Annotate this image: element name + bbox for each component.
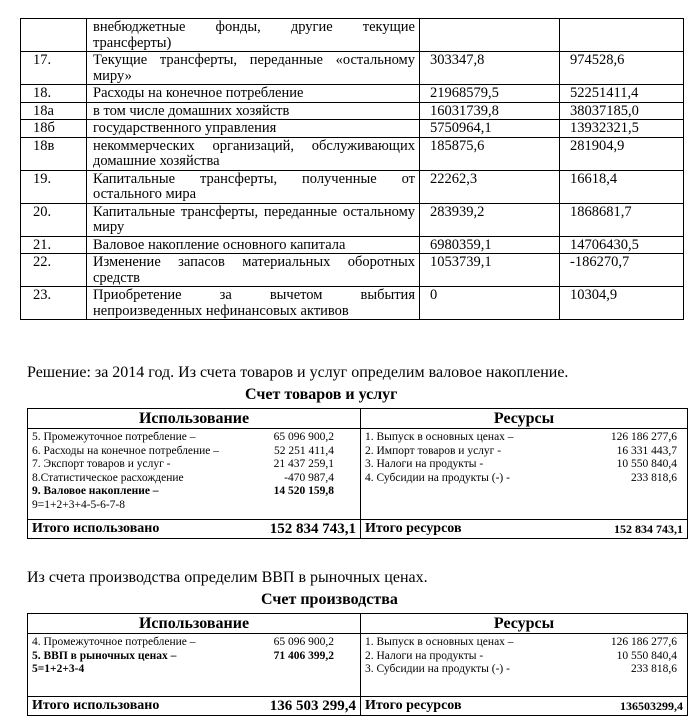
goods-res-list — [361, 429, 687, 519]
table-row — [21, 137, 684, 170]
goods-res-item-value: 233 818,6 — [631, 471, 677, 484]
table-row — [21, 52, 684, 85]
goods-res-item — [365, 445, 683, 459]
goods-account-totals — [28, 520, 687, 538]
row-description: Расходы на конечное потребление — [87, 85, 420, 103]
production-res-item — [365, 636, 683, 650]
table-row — [21, 254, 684, 287]
row-description: внебюджетные фонды, другие текущие трансферты) — [87, 19, 420, 52]
row-description: государственного управления — [87, 120, 420, 138]
production-account-title: Счет производства — [261, 591, 398, 608]
production-use-item — [32, 636, 356, 650]
production-res-item-value: 126 186 277,6 — [610, 636, 677, 648]
goods-use-item — [32, 431, 356, 445]
row-number: 18б — [21, 120, 87, 138]
goods-account-body — [28, 429, 687, 520]
goods-res-item-label: 3. Налоги на продукты - — [365, 458, 484, 470]
row-value-2015: -186270,7 — [560, 254, 684, 287]
table-row — [21, 287, 684, 320]
table-row — [21, 203, 684, 236]
goods-res-item — [365, 472, 683, 486]
table-row — [21, 19, 684, 52]
row-value-2014: 21968579,5 — [420, 85, 560, 103]
production-use-list — [28, 634, 361, 696]
row-value-2015: 10304,9 — [560, 287, 684, 320]
production-res-list — [361, 634, 687, 696]
goods-use-item-label: 6. Расходы на конечное потребление – — [32, 444, 220, 457]
production-use-item-value: 65 096 900,2 — [273, 636, 334, 648]
row-value-2015: 1868681,7 — [560, 203, 684, 236]
row-number: 18. — [21, 85, 87, 103]
production-res-item-label: 3. Субсидии на продукты (-) - — [365, 663, 510, 675]
row-number: 20. — [21, 203, 87, 236]
goods-total-use-value: 152 834 743,1 — [269, 521, 356, 537]
goods-use-item — [32, 472, 356, 486]
production-use-item-label: 4. Промежуточное потребление – — [32, 636, 196, 648]
goods-use-item-value: 21 437 259,1 — [273, 458, 334, 470]
row-value-2015: 13932321,5 — [560, 120, 684, 138]
row-number: 18в — [21, 137, 87, 170]
production-res-item-label: 1. Выпуск в основных ценах – — [365, 636, 514, 648]
goods-res-header: Ресурсы — [493, 410, 555, 427]
row-number — [21, 19, 87, 52]
goods-use-item-label: 5. Промежуточное потребление – — [32, 431, 196, 443]
production-account-body — [28, 634, 687, 697]
goods-use-item-value: 52 251 411,4 — [274, 444, 334, 457]
goods-res-item-value: 16 331 443,7 — [616, 444, 677, 457]
goods-use-item-label: 9=1+2+3+4-5-6-7-8 — [32, 498, 126, 511]
production-account-header — [28, 614, 687, 634]
goods-res-item-label: 2. Импорт товаров и услуг - — [365, 444, 502, 457]
goods-use-item-label: 9. Валовое накопление – — [32, 485, 159, 497]
production-use-item — [32, 663, 356, 677]
goods-use-header: Использование — [28, 409, 361, 428]
goods-use-item-value: 14 520 159,8 — [273, 485, 334, 497]
production-use-item-label: 5=1+2+3-4 — [32, 663, 85, 675]
row-number: 21. — [21, 236, 87, 254]
production-total-res-value: 136503299,4 — [620, 699, 683, 713]
indicators-table — [20, 18, 684, 320]
row-number: 22. — [21, 254, 87, 287]
goods-res-item — [365, 431, 683, 445]
goods-use-item-label: 7. Экспорт товаров и услуг - — [32, 458, 171, 470]
goods-account-header — [28, 409, 687, 429]
production-res-item-value: 233 818,6 — [631, 663, 677, 675]
goods-res-item-label: 1. Выпуск в основных ценах – — [365, 431, 514, 443]
goods-total-res-value: 152 834 743,1 — [614, 522, 683, 536]
production-res-header: Ресурсы — [493, 615, 555, 632]
row-value-2014: 1053739,1 — [420, 254, 560, 287]
production-res-item-value: 10 550 840,4 — [616, 649, 677, 662]
goods-account-table — [27, 408, 688, 539]
goods-res-item-label: 4. Субсидии на продукты (-) - — [365, 471, 510, 484]
row-description: Приобретение за вычетом выбытия непроизведенных нефинансовых активов — [87, 287, 420, 320]
production-account-table — [27, 613, 688, 716]
row-value-2014: 6980359,1 — [420, 236, 560, 254]
goods-res-item — [365, 458, 683, 472]
row-description: Текущие трансферты, переданные «остальному миру» — [87, 52, 420, 85]
row-value-2014 — [420, 19, 560, 52]
row-value-2015: 281904,9 — [560, 137, 684, 170]
goods-res-item-value: 126 186 277,6 — [610, 431, 677, 443]
production-res-item — [365, 650, 683, 664]
goods-account-title: Счет товаров и услуг — [245, 386, 398, 403]
row-value-2015: 38037185,0 — [560, 102, 684, 120]
indicators-table-body — [21, 19, 684, 320]
table-row — [21, 102, 684, 120]
goods-use-item-label: 8.Статистическое расхождение — [32, 471, 184, 484]
row-value-2014: 22262,3 — [420, 170, 560, 203]
row-value-2014: 5750964,1 — [420, 120, 560, 138]
row-description: Капитальные трансферты, переданные остальному миру — [87, 203, 420, 236]
goods-total-res-label: Итого ресурсов — [365, 521, 462, 536]
row-description: в том числе домашних хозяйств — [87, 102, 420, 120]
production-text: Из счета производства определим ВВП в рыночных ценах. — [27, 569, 428, 586]
goods-use-item — [32, 458, 356, 472]
production-res-item-label: 2. Налоги на продукты - — [365, 649, 484, 662]
row-value-2014: 303347,8 — [420, 52, 560, 85]
table-row — [21, 120, 684, 138]
production-use-item-value: 71 406 399,2 — [273, 649, 334, 662]
row-value-2015: 16618,4 — [560, 170, 684, 203]
row-value-2014: 185875,6 — [420, 137, 560, 170]
row-value-2014: 283939,2 — [420, 203, 560, 236]
production-use-item — [32, 650, 356, 664]
row-value-2015 — [560, 19, 684, 52]
goods-res-item-value: 10 550 840,4 — [616, 458, 677, 470]
row-value-2015: 974528,6 — [560, 52, 684, 85]
row-number: 17. — [21, 52, 87, 85]
goods-total-use-label: Итого использовано — [32, 521, 160, 536]
row-description: Капитальные трансферты, полученные от остального мира — [87, 170, 420, 203]
goods-use-item-value: -470 987,4 — [284, 471, 334, 484]
goods-use-item-value: 65 096 900,2 — [273, 431, 334, 443]
row-description: некоммерческих организаций, обслуживающих домашние хозяйства — [87, 137, 420, 170]
production-total-use-value: 136 503 299,4 — [269, 698, 356, 714]
table-row — [21, 170, 684, 203]
row-description: Валовое накопление основного капитала — [87, 236, 420, 254]
solution-text: Решение: за 2014 год. Из счета товаров и услуг определим валовое накопление. — [27, 364, 569, 381]
row-number: 18а — [21, 102, 87, 120]
row-number: 23. — [21, 287, 87, 320]
production-account-totals — [28, 697, 687, 715]
goods-use-item — [32, 485, 356, 499]
row-number: 19. — [21, 170, 87, 203]
goods-use-list — [28, 429, 361, 519]
production-total-res-label: Итого ресурсов — [365, 698, 462, 713]
production-res-item — [365, 663, 683, 677]
production-use-header: Использование — [28, 614, 361, 633]
table-row — [21, 85, 684, 103]
row-value-2015: 14706430,5 — [560, 236, 684, 254]
production-total-use-label: Итого использовано — [32, 698, 160, 713]
goods-use-item — [32, 499, 356, 513]
row-description: Изменение запасов материальных оборотных средств — [87, 254, 420, 287]
row-value-2014: 16031739,8 — [420, 102, 560, 120]
table-row — [21, 236, 684, 254]
goods-use-item — [32, 445, 356, 459]
row-value-2015: 52251411,4 — [560, 85, 684, 103]
row-value-2014: 0 — [420, 287, 560, 320]
production-use-item-label: 5. ВВП в рыночных ценах – — [32, 649, 177, 662]
